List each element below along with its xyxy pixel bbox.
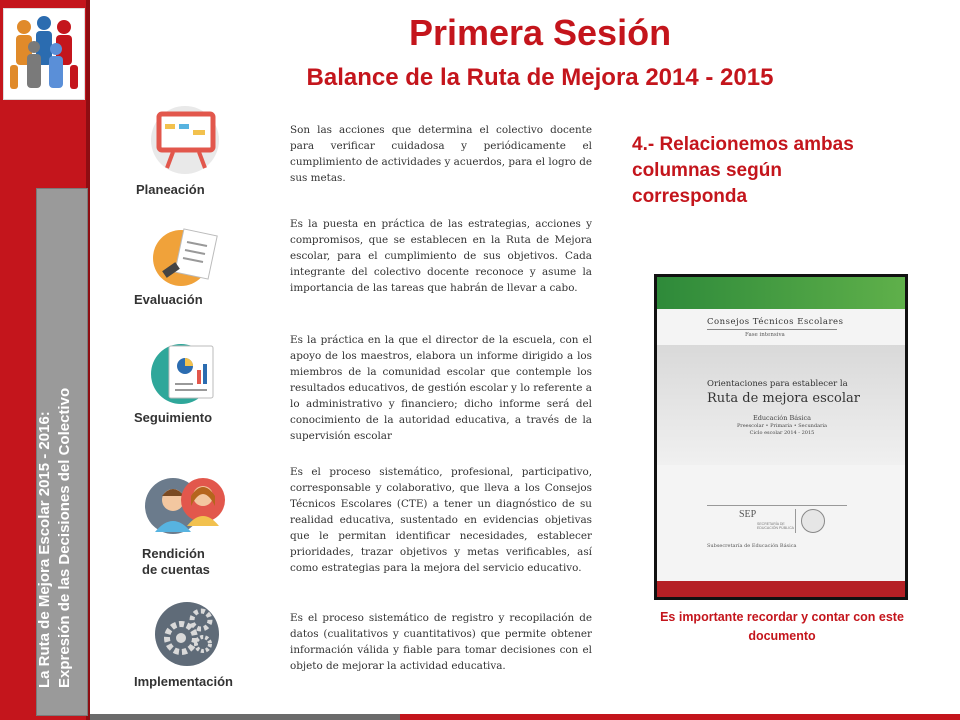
item-implementacion xyxy=(130,598,240,690)
checklist-document-icon xyxy=(145,226,225,288)
document-separator xyxy=(707,505,847,506)
national-seal-icon xyxy=(801,509,825,533)
presentation-board-icon xyxy=(145,100,225,178)
description-2: Es la puesta en práctica de las estrategias, acciones y compromisos, que se establecen en la Ruta de Mejora escolar, para el cumplimiento de sus objetivos. Cada integrante del colectivo docente reconoce y asume la importancia de las tareas que habrán de llevar a cabo. xyxy=(290,218,592,294)
item-label-line1: Rendición xyxy=(142,546,205,561)
sep-logo-divider xyxy=(795,509,796,533)
document-header: Consejos Técnicos Escolares xyxy=(707,317,844,327)
page-title: Primera Sesión xyxy=(408,12,672,53)
bottom-accent xyxy=(400,714,960,720)
page-subtitle: Balance de la Ruta de Mejora 2014 - 2015 xyxy=(306,64,774,91)
document-green-band xyxy=(657,277,905,309)
people-group-logo-icon xyxy=(3,8,85,100)
people-avatars-icon xyxy=(143,466,227,542)
gears-icon xyxy=(145,598,225,668)
item-seguimiento xyxy=(130,340,240,426)
sidebar-title-line1: La Ruta de Mejora Escolar 2015 - 2016: xyxy=(36,411,53,688)
item-rendicion-cuentas xyxy=(130,466,240,578)
instruction-text: 4.- Relacionemos ambas columnas según corresponda xyxy=(632,134,854,207)
document-levels-list: Preescolar • Primaria • Secundaria xyxy=(736,422,828,429)
item-label: Planeación xyxy=(136,182,205,197)
sep-logo-subtext xyxy=(757,522,794,530)
description-1: Son las acciones que determina el colectivo docente para verificar cuidadosa y periódicamente el cumplimiento de actividades y acuerdos, para el logro de sus metas. xyxy=(290,124,592,184)
item-planeacion xyxy=(130,100,240,198)
item-label: Evaluación xyxy=(134,292,203,307)
document-title-line1: Orientaciones para establecer la xyxy=(707,379,848,389)
document-header-rule xyxy=(707,329,837,330)
document-title-line2: Ruta de mejora escolar xyxy=(707,391,860,406)
item-label-line2: de cuentas xyxy=(142,562,210,577)
document-level: Educación Básica xyxy=(752,414,812,422)
item-evaluacion xyxy=(130,226,240,308)
item-label: Seguimiento xyxy=(134,410,213,425)
charts-report-icon xyxy=(145,340,225,406)
document-red-band xyxy=(657,581,905,597)
document-levels xyxy=(707,415,857,438)
document-cycle: Ciclo escolar 2014 - 2015 xyxy=(749,430,815,436)
document-phase: Fase intensiva xyxy=(745,332,785,338)
document-caption: Es importante recordar y contar con este documento xyxy=(660,610,904,643)
description-5: Es el proceso sistemático de registro y recopilación de datos (cualitativos y cuantitativos) que permite obtener información válida y fiable para tomar decisiones con el objeto de mejorar la actividad educativa. xyxy=(290,612,592,672)
item-label: Implementación xyxy=(134,674,233,689)
sep-logo-text: SEP xyxy=(739,509,757,520)
document-subsecretaria: Subsecretaría de Educación Básica xyxy=(707,543,797,549)
description-3: Es la práctica en la que el director de la escuela, con el apoyo de los maestros, elabora un informe dirigido a los miembros de la comunidad escolar que contemple los resultados educativos, de gestión escolar y lo referente a lo administrativo y financiero; dicho informe será del conocimiento de la autoridad educativa, a través de la supervisión escolar xyxy=(290,334,592,442)
description-4: Es el proceso sistemático, profesional, participativo, corresponsable y colaborativo, que lleva a los Consejos Técnicos Escolares (CTE) a tener un diagnóstico de su realidad educativa, sustentado en evidencias objetivas que le permitan identificar necesidades, establecer prioridades, trazar objetivos y metas verificables, así como estrategias para la mejora del servicio educativo. xyxy=(290,466,592,574)
document-cover xyxy=(654,274,908,600)
sep-logo-subtext-2: EDUCACIÓN PÚBLICA xyxy=(757,526,794,530)
sep-logo-subtext-1: SECRETARÍA DE xyxy=(757,522,785,526)
sidebar-title-line2: Expresión de las Decisiones del Colectivo xyxy=(56,387,73,688)
